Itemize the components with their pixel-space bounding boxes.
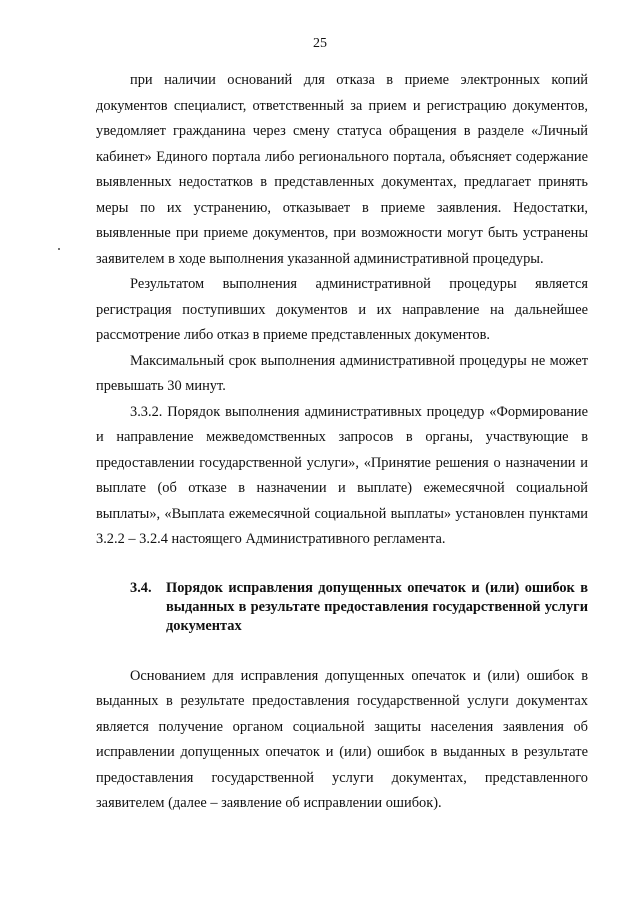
scan-speck	[58, 248, 60, 250]
section-number: 3.4.	[130, 579, 152, 596]
paragraph-correction-basis: Основанием для исправления допущенных опечаток и (или) ошибок в выданных в результате предоставления государственной услуги документах является получение органом социальной защиты населения заявления об исправлении допущенных опечаток и (или) ошибок в выданных в результате предоставления государственной услуги документах, представленного заявителем (далее – заявление об исправлении ошибок).	[96, 667, 588, 811]
paragraph-clause-3-3-2: 3.3.2. Порядок выполнения административных процедур «Формирование и направление межведомственных запросов в органы, участвующие в предоставлении государственной услуги», «Принятие решения о назначении и выплате (об отказе в назначении и выплате) ежемесячной социальной выплаты», «Выплата ежемесячной социальной выплаты» установлен пунктами 3.2.2 – 3.2.4 настоящего Административного регламента.	[96, 403, 588, 547]
section-heading	[96, 579, 588, 636]
paragraph-refusal-notice: при наличии оснований для отказа в приеме электронных копий документов специалист, ответственный за прием и регистрацию документов, уведомляет гражданина через смену статуса обращения в разделе «Личный кабинет» Единого портала либо регионального портала, объясняет содержание выявленных недостатков в представленных документах, предлагает принять меры по их устранению, отказывает в приеме заявления. Недостатки, выявленные при приеме документов, при возможности могут быть устранены заявителем в ходе выполнения указанной административной процедуры.	[96, 72, 588, 267]
document-body	[96, 68, 588, 817]
section-title: Порядок исправления допущенных опечаток и (или) ошибок в выданных в результате предоставления государственной услуги документах	[166, 579, 588, 634]
page-number: 25	[313, 36, 327, 51]
paragraph-procedure-result: Результатом выполнения административной процедуры является регистрация поступивших документов и их направление на дальнейшее рассмотрение либо отказ в приеме представленных документов.	[96, 276, 588, 343]
paragraph-max-duration: Максимальный срок выполнения административной процедуры не может превышать 30 минут.	[96, 352, 588, 394]
